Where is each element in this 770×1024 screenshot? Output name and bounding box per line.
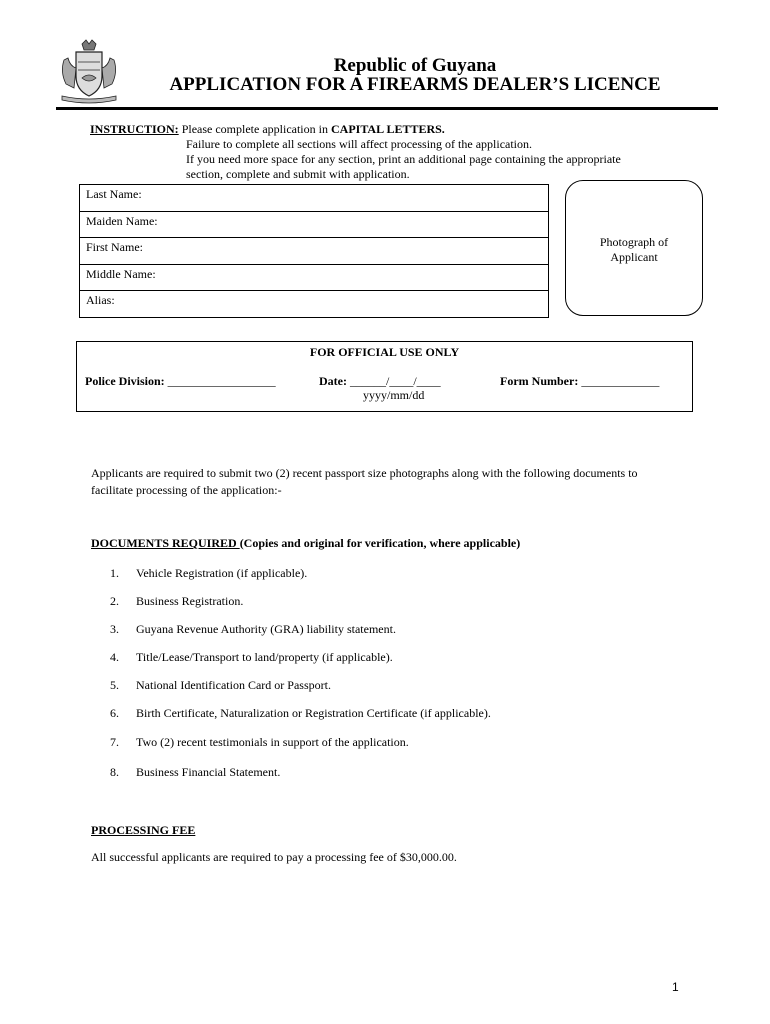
- form-title: APPLICATION FOR A FIREARMS DEALER’S LICENCE: [169, 74, 661, 95]
- country-title: Republic of Guyana: [333, 55, 497, 76]
- middle-name-field[interactable]: Middle Name:: [80, 265, 548, 292]
- instruction-emphasis: CAPITAL LETTERS.: [330, 122, 445, 136]
- list-number: 6.: [110, 706, 119, 720]
- list-text: Business Registration.: [136, 594, 244, 608]
- instruction-detail: If you need more space for any section, print an additional page containing the appropriate: [186, 152, 621, 166]
- list-item: [110, 735, 409, 750]
- instruction-details: [186, 137, 621, 182]
- list-text: Title/Lease/Transport to land/property (if applicable).: [136, 650, 393, 664]
- applicant-name-box: [79, 184, 549, 318]
- date-format-hint: yyyy/mm/dd: [363, 388, 425, 402]
- page-number: 1: [672, 980, 679, 994]
- alias-field[interactable]: Alias:: [86, 293, 115, 307]
- processing-fee-text: All successful applicants are required to pay a processing fee of $30,000.00.: [91, 850, 457, 864]
- list-item: [110, 566, 307, 581]
- list-item: [110, 594, 243, 609]
- date-field[interactable]: [319, 374, 441, 389]
- list-item: [110, 678, 331, 693]
- list-number: 7.: [110, 735, 119, 749]
- police-division-blank: __________________: [167, 374, 276, 388]
- list-number: 5.: [110, 678, 119, 692]
- list-text: Guyana Revenue Authority (GRA) liability statement.: [136, 622, 396, 636]
- maiden-name-field[interactable]: Maiden Name:: [80, 212, 548, 239]
- instruction-text: Please complete application in: [181, 122, 331, 136]
- list-text: Business Financial Statement.: [136, 765, 281, 779]
- list-item: [110, 650, 393, 665]
- list-number: 8.: [110, 765, 119, 779]
- form-number-field[interactable]: [500, 374, 659, 389]
- list-number: 2.: [110, 594, 119, 608]
- list-item: [110, 706, 491, 721]
- instruction-detail: Failure to complete all sections will affect processing of the application.: [186, 137, 533, 151]
- documents-heading-note: (Copies and original for verification, where applicable): [239, 536, 521, 550]
- photo-label: Applicant: [610, 250, 658, 264]
- list-text: Birth Certificate, Naturalization or Registration Certificate (if applicable).: [136, 706, 491, 720]
- photograph-box[interactable]: [565, 180, 703, 316]
- intro-line: Applicants are required to submit two (2) recent passport size photographs along with the following documents to: [91, 466, 638, 480]
- list-item: [110, 765, 280, 780]
- date-label: Date:: [319, 374, 347, 388]
- intro-line: facilitate processing of the application:-: [91, 483, 282, 497]
- list-number: 4.: [110, 650, 119, 664]
- list-text: National Identification Card or Passport.: [136, 678, 331, 692]
- list-item: [110, 622, 396, 637]
- form-number-label: Form Number:: [500, 374, 579, 388]
- instruction-label: INSTRUCTION:: [90, 122, 179, 136]
- list-text: Two (2) recent testimonials in support of the application.: [136, 735, 409, 749]
- instruction-detail: section, complete and submit with application.: [186, 167, 410, 181]
- list-number: 1.: [110, 566, 119, 580]
- documents-heading-label: DOCUMENTS REQUIRED: [91, 536, 240, 550]
- official-use-box: [76, 341, 693, 412]
- header-divider: [56, 107, 718, 110]
- first-name-field[interactable]: First Name:: [80, 238, 548, 265]
- list-number: 3.: [110, 622, 119, 636]
- official-use-title: FOR OFFICIAL USE ONLY: [309, 345, 460, 359]
- photo-label: Photograph of: [599, 235, 669, 249]
- police-division-label: Police Division:: [85, 374, 165, 388]
- police-division-field[interactable]: [85, 374, 276, 389]
- list-text: Vehicle Registration (if applicable).: [136, 566, 308, 580]
- date-blank: ______/____/____: [349, 374, 441, 388]
- processing-fee-heading: PROCESSING FEE: [91, 823, 196, 837]
- intro-paragraph: [91, 465, 691, 499]
- form-number-blank: _____________: [581, 374, 660, 388]
- last-name-field[interactable]: Last Name:: [80, 185, 548, 212]
- instruction-line: [90, 122, 445, 137]
- documents-heading: [91, 536, 520, 551]
